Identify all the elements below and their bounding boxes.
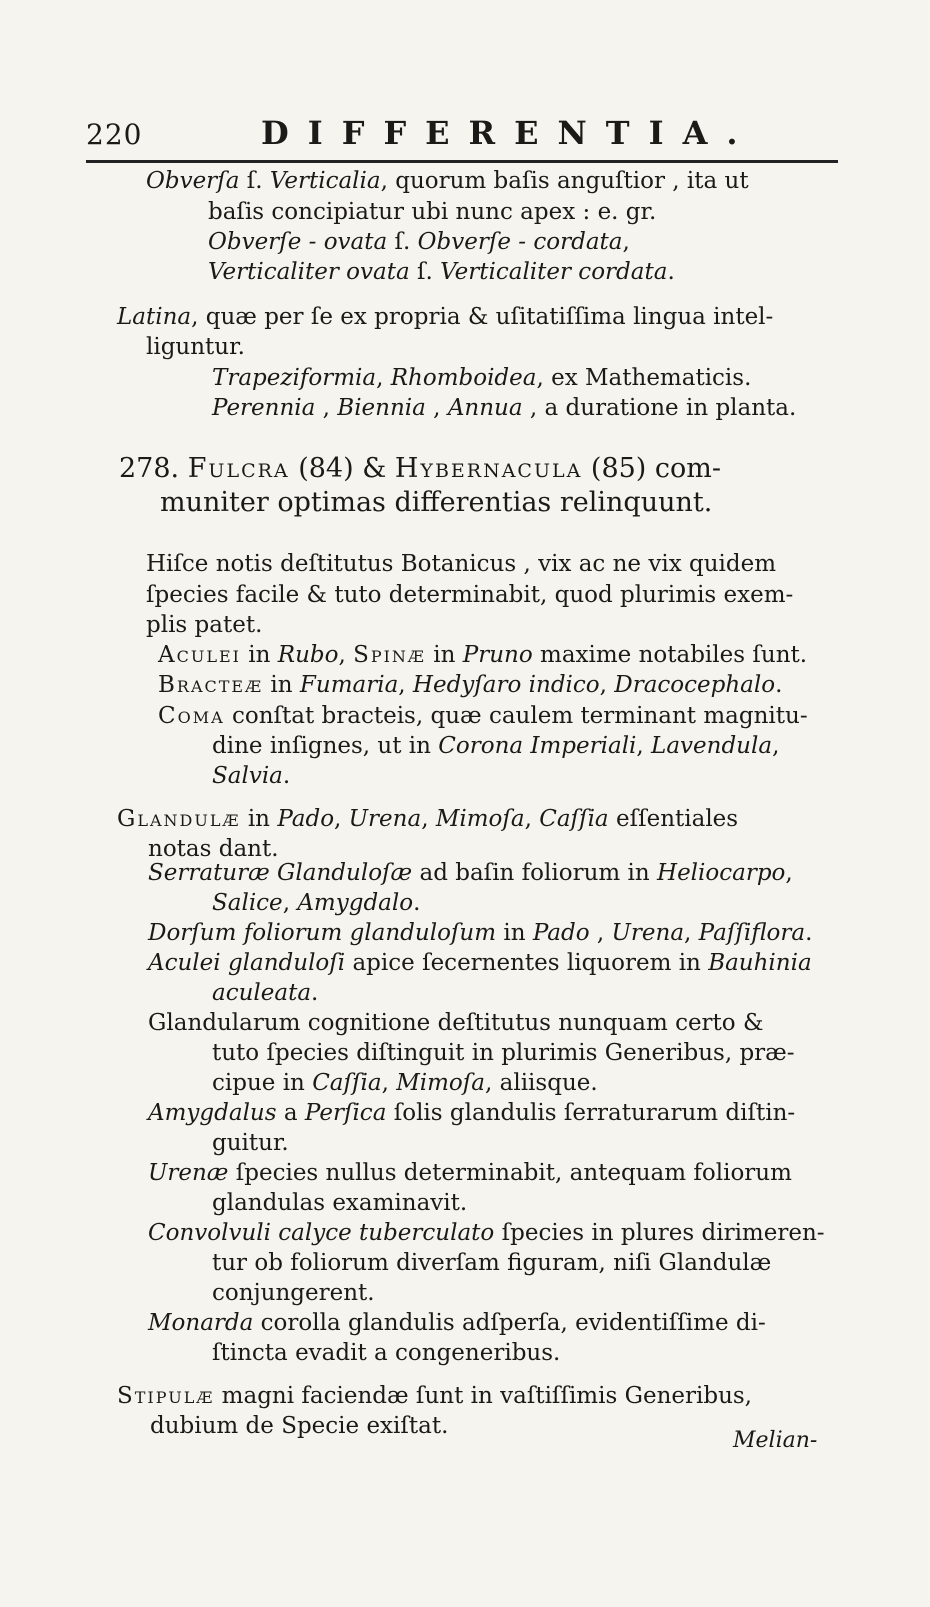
text-line: Bracteæ in Fumaria, Hedyſaro indico, Dracocephalo.	[158, 672, 783, 698]
text-line: Hiſce notis deſtitutus Botanicus , vix ac ne vix quidem	[146, 551, 777, 577]
text-line: Amygdalus a Perſica ſolis glandulis ſerraturarum diſtin-	[148, 1100, 796, 1126]
text-line: cipue in Caſſia, Mimoſa, aliisque.	[212, 1070, 598, 1096]
text-line: Monarda corolla glandulis adſperſa, evidentiſſime di-	[148, 1310, 766, 1336]
text-line: Salvia.	[212, 763, 291, 789]
text-line: notas dant.	[148, 836, 279, 862]
text-line: ſpecies facile & tuto determinabit, quod plurimis exem-	[146, 582, 794, 608]
text-line: Dorſum foliorum glanduloſum in Pado , Urena, Paſſiflora.	[148, 920, 813, 946]
text-line: Aculei in Rubo, Spinæ in Pruno maxime notabiles ſunt.	[158, 642, 808, 668]
text-line: Serraturæ Glanduloſæ ad baſin foliorum in Heliocarpo,	[148, 860, 793, 886]
text-line: Coma conſtat bracteis, quæ caulem terminant magnitu-	[158, 703, 808, 729]
text-line: Trapeziformia, Rhomboidea, ex Mathematicis.	[212, 365, 752, 391]
text-line: dubium de Specie exiſtat.	[150, 1413, 449, 1439]
text-line: guitur.	[212, 1130, 289, 1156]
page-header	[86, 114, 826, 158]
catchword: Melian-	[733, 1428, 818, 1453]
text-line: glandulas examinavit.	[212, 1190, 468, 1216]
text-line: Perennia , Biennia , Annua , a duratione in planta.	[212, 395, 797, 421]
text-line: ſtincta evadit a congeneribus.	[212, 1340, 561, 1366]
text-line: plis patet.	[146, 612, 263, 638]
text-line: tur ob foliorum diverſam figuram, niſi Glandulæ	[212, 1250, 772, 1276]
text-line: Aculei glanduloſi apice ſecernentes liquorem in Bauhinia	[148, 950, 812, 976]
text-line: conjungerent.	[212, 1280, 375, 1306]
running-title: DIFFERENTIA.	[261, 114, 757, 152]
text-line: Verticaliter ovata ſ. Verticaliter cordata.	[208, 259, 675, 285]
text-line: Glandularum cognitione deſtitutus nunquam certo &	[148, 1010, 764, 1036]
text-line: tuto ſpecies diſtinguit in plurimis Generibus, præ-	[212, 1040, 795, 1066]
text-line: Salice, Amygdalo.	[212, 890, 421, 916]
text-line: dine inſignes, ut in Corona Imperiali, Lavendula,	[212, 733, 780, 759]
text-line: muniter optimas differentias relinquunt.	[160, 487, 713, 518]
page-number: 220	[86, 118, 143, 151]
text-line: liguntur.	[146, 334, 245, 360]
text-line: 278. Fulcra (84) & Hybernacula (85) com-	[119, 453, 722, 484]
text-line: Glandulæ in Pado, Urena, Mimoſa, Caſſia eſſentiales	[117, 806, 739, 832]
text-line: Obverſa ſ. Verticalia, quorum baſis anguſtior , ita ut	[146, 168, 749, 194]
text-line: Latina, quæ per ſe ex propria & uſitatiſſima lingua intel-	[117, 304, 774, 330]
text-line: Obverſe - ovata ſ. Obverſe - cordata,	[208, 229, 630, 255]
text-line: Urenæ ſpecies nullus determinabit, antequam foliorum	[148, 1160, 792, 1186]
text-line: Convolvuli calyce tuberculato ſpecies in plures dirimeren-	[148, 1220, 825, 1246]
text-line: baſis concipiatur ubi nunc apex : e. gr.	[208, 199, 657, 225]
text-line: aculeata.	[212, 980, 319, 1006]
text-line: Stipulæ magni faciendæ ſunt in vaſtiſſimis Generibus,	[117, 1383, 752, 1409]
header-rule	[86, 160, 838, 163]
